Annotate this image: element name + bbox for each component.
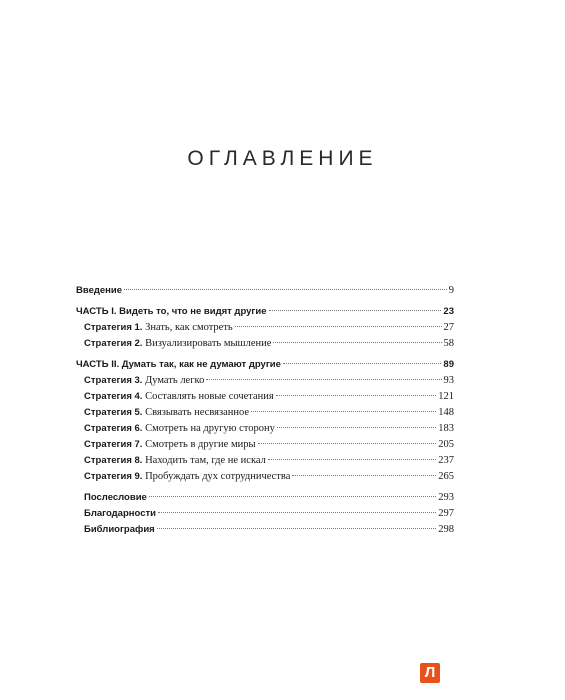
toc-entry-label: Благодарности <box>84 508 156 519</box>
toc-entry-prefix: Стратегия 5. <box>84 407 143 418</box>
toc-entry-prefix: Стратегия 1. <box>84 322 143 333</box>
toc-entry-label: Смотреть в другие миры <box>145 439 256 450</box>
toc-entry-prefix: Стратегия 2. <box>84 338 143 349</box>
page-title: ОГЛАВЛЕНИЕ <box>187 147 378 170</box>
toc-page-number: 89 <box>443 359 454 370</box>
toc-entry-label: Библиография <box>84 524 155 535</box>
toc-page-number: 205 <box>438 439 454 450</box>
dot-leader <box>235 326 442 327</box>
toc-page-number: 23 <box>443 306 454 317</box>
toc-entry-prefix: Стратегия 7. <box>84 439 143 450</box>
toc-entry-prefix: Стратегия 4. <box>84 391 143 402</box>
toc-entry-label: Думать легко <box>145 375 205 386</box>
toc-entry-strategy-1[interactable] <box>84 321 454 335</box>
toc-page-number: 148 <box>438 407 454 418</box>
toc-entry-acknowledgements[interactable] <box>84 507 454 521</box>
toc-entry-part-2[interactable] <box>76 358 454 372</box>
toc-page-number: 237 <box>438 455 454 466</box>
toc-entry-afterword[interactable] <box>84 491 454 505</box>
dot-leader <box>283 363 442 364</box>
dot-leader <box>276 395 437 396</box>
toc-entry-strategy-2[interactable] <box>84 337 454 351</box>
toc-entry-strategy-9[interactable] <box>84 470 454 484</box>
dot-leader <box>149 496 436 497</box>
toc-entry-strategy-6[interactable] <box>84 422 454 436</box>
dot-leader <box>157 528 437 529</box>
toc-entry-prefix: Стратегия 6. <box>84 423 143 434</box>
dot-leader <box>292 475 436 476</box>
toc-page-number: 121 <box>438 391 454 402</box>
toc-page-number: 298 <box>438 524 454 535</box>
toc-entry-label: Связывать несвязанное <box>145 407 250 418</box>
toc-page-number: 58 <box>443 338 454 349</box>
dot-leader <box>206 379 441 380</box>
dot-leader <box>268 459 436 460</box>
dot-leader <box>277 427 436 428</box>
toc-page-number: 293 <box>438 492 454 503</box>
toc-page-number: 9 <box>448 285 454 296</box>
dot-leader <box>158 512 436 513</box>
toc-entry-label: Пробуждать дух сотрудничества <box>145 471 291 482</box>
dot-leader <box>251 411 436 412</box>
toc-entry-prefix: Стратегия 3. <box>84 375 143 386</box>
toc-entry-strategy-8[interactable] <box>84 454 454 468</box>
toc-entry-part-1[interactable] <box>76 305 454 319</box>
toc-page-number: 27 <box>443 322 454 333</box>
toc-page-number: 265 <box>438 471 454 482</box>
toc-entry-introduction[interactable] <box>76 284 454 298</box>
toc-entry-label: Смотреть на другую сторону <box>145 423 275 434</box>
publisher-logo <box>420 663 440 683</box>
dot-leader <box>269 310 442 311</box>
dot-leader <box>124 289 447 290</box>
toc-entry-label: Составлять новые сочетания <box>145 391 274 402</box>
toc-entry-label: Введение <box>76 285 123 296</box>
toc-entry-prefix: Стратегия 8. <box>84 455 143 466</box>
toc-entry-strategy-3[interactable] <box>84 374 454 388</box>
toc-entry-label: Находить там, где не искал <box>145 455 266 466</box>
toc-entry-label: Визуализировать мышление <box>145 338 272 349</box>
toc-page-number: 297 <box>438 508 454 519</box>
toc-entry-label: ЧАСТЬ I. Видеть то, что не видят другие <box>76 306 267 317</box>
toc-entry-label: Знать, как смотреть <box>145 322 233 333</box>
dot-leader <box>273 342 441 343</box>
toc-entry-label: Послесловие <box>84 492 147 503</box>
toc-page-number: 93 <box>443 375 454 386</box>
toc-entry-strategy-5[interactable] <box>84 406 454 420</box>
toc-entry-strategy-7[interactable] <box>84 438 454 452</box>
toc-entry-bibliography[interactable] <box>84 523 454 537</box>
dot-leader <box>258 443 437 444</box>
toc-entry-label: ЧАСТЬ II. Думать так, как не думают другие <box>76 359 281 370</box>
toc-entry-prefix: Стратегия 9. <box>84 471 143 482</box>
toc-page-number: 183 <box>438 423 454 434</box>
publisher-logo-letter: Л <box>424 664 436 681</box>
toc-entry-strategy-4[interactable] <box>84 390 454 404</box>
